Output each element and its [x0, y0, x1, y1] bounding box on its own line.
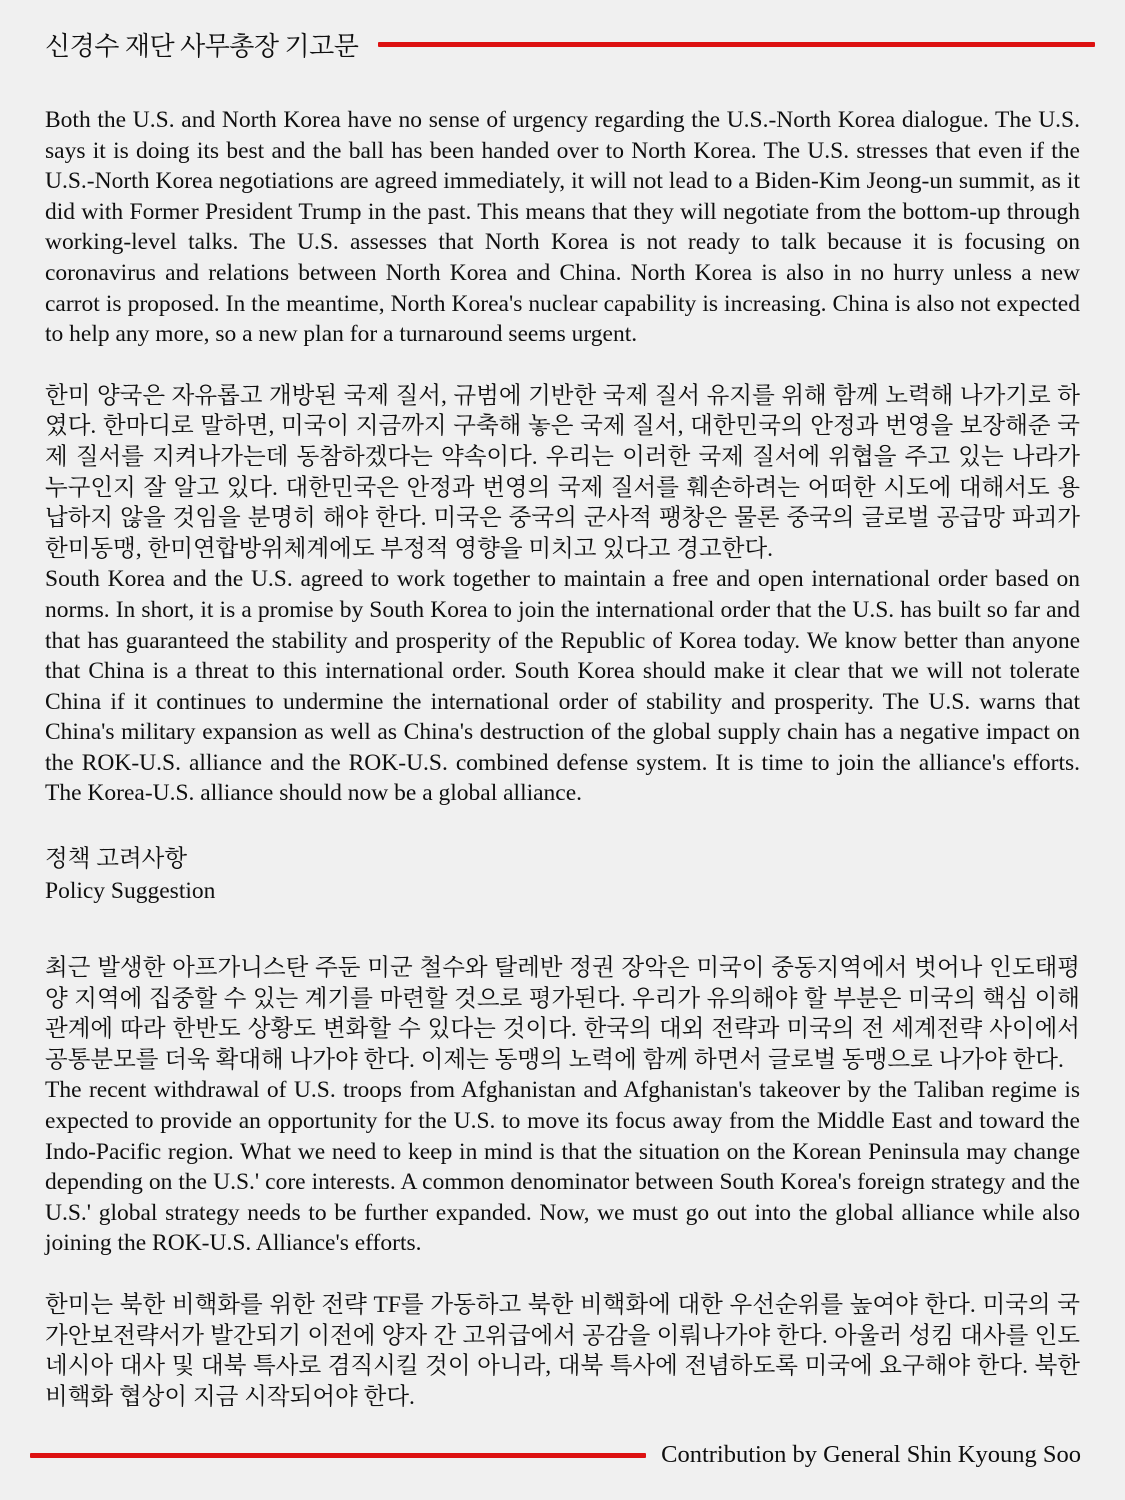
document-title: 신경수 재단 사무총장 기고문 — [45, 32, 359, 61]
section-heading-en: Policy Suggestion — [45, 878, 216, 905]
footer-red-rule — [30, 1453, 646, 1458]
policy-suggestion-heading — [45, 843, 1080, 907]
document-footer — [30, 1441, 1081, 1469]
section-heading-ko: 정책 고려사항 — [45, 846, 188, 873]
paragraph-en-international-order: South Korea and the U.S. agreed to work together to maintain a free and open international order based on norms. In short, it is a promise by South Korea to join the international order that the U.S. has built so far and that has guaranteed the stability and prosperity of the Republic of Korea today. We know better than anyone that China is a threat to this international order. South Korea should make it clear that we will not tolerate China if it continues to undermine the international order of stability and prosperity. The U.S. warns that China's military expansion as well as China's destruction of the global supply chain has a negative impact on the ROK-U.S. alliance and the ROK-U.S. combined defense system. It is time to join the alliance's efforts. The Korea-U.S. alliance should now be a global alliance. — [45, 566, 1080, 807]
paragraph-en-us-nk-dialogue: Both the U.S. and North Korea have no sense of urgency regarding the U.S.-North Korea dialogue. The U.S. says it is doing its best and the ball has been handed over to North Korea. The U.S. stresses that even if the U.S.-North Korea negotiations are agreed immediately, it will not lead to a Biden-Kim Jeong-un summit, as it did with Former President Trump in the past. This means that they will negotiate from the bottom-up through working-level talks. The U.S. assesses that North Korea is not ready to talk because it is focusing on coronavirus and relations between North Korea and China. North Korea is also in no hurry unless a new carrot is proposed. In the meantime, North Korea's nuclear capability is increasing. China is also not expected to help any more, so a new plan for a turnaround seems urgent. — [45, 107, 1080, 348]
paragraph-ko-afghanistan: 최근 발생한 아프가니스탄 주둔 미군 철수와 탈레반 정권 장악은 미국이 중동지역에서 벗어나 인도태평양 지역에 집중할 수 있는 계기를 마련할 것으로 평가된다. 우리가 유의해야 할 부분은 미국의 핵심 이해관계에 따라 한반도 상황도 변화할 수 있다는 것이다. 한국의 대외 전략과 미국의 전 세계전략 사이에서 공통분모를 더욱 확대해 나가야 한다. 이제는 동맹의 노력에 함께 하면서 글로벌 동맹으로 나가야 한다. — [45, 955, 1080, 1073]
document-header — [45, 26, 1080, 63]
article-body — [45, 105, 1080, 1412]
paragraph-ko-international-order: 한미 양국은 자유롭고 개방된 국제 질서, 규범에 기반한 국제 질서 유지를 위해 함께 노력해 나가기로 하였다. 한마디로 말하면, 미국이 지금까지 구축해 놓은 국제 질서, 대한민국의 안정과 번영을 보장해준 국제 질서를 지켜나가는데 동참하겠다는 약속이다. 우리는 이러한 국제 질서에 위협을 주고 있는 나라가 누구인지 잘 알고 있다. 대한민국은 안정과 번영의 국제 질서를 훼손하려는 어떠한 시도에 대해서도 용납하지 않을 것임을 분명히 해야 한다. 미국은 중국의 군사적 팽창은 물론 중국의 글로벌 공급망 파괴가 한미동맹, 한미연합방위체계에도 부정적 영향을 미치고 있다고 경고한다. — [45, 382, 1080, 562]
header-red-rule — [378, 42, 1095, 47]
footer-credit: Contribution by General Shin Kyoung Soo — [661, 1441, 1081, 1468]
paragraph-en-afghanistan: The recent withdrawal of U.S. troops from Afghanistan and Afghanistan's takeover by the Taliban regime is expected to provide an opportunity for the U.S. to move its focus away from the Middle East and toward the Indo-Pacific region. What we need to keep in mind is that the situation on the Korean Peninsula may change depending on the U.S.' core interests. A common denominator between South Korea's foreign strategy and the U.S.' global strategy needs to be further expanded. Now, we must go out into the global alliance while also joining the ROK-U.S. Alliance's efforts. — [45, 1077, 1080, 1257]
paragraph-ko-denuclearization-tf: 한미는 북한 비핵화를 위한 전략 TF를 가동하고 북한 비핵화에 대한 우선순위를 높여야 한다. 미국의 국가안보전략서가 발간되기 이전에 양자 간 고위급에서 공감을 이뤄나가야 한다. 아울러 성킴 대사를 인도네시아 대사 및 대북 특사로 겸직시킬 것이 아니라, 대북 특사에 전념하도록 미국에 요구해야 한다. 북한 비핵화 협상이 지금 시작되어야 한다. — [45, 1292, 1080, 1410]
